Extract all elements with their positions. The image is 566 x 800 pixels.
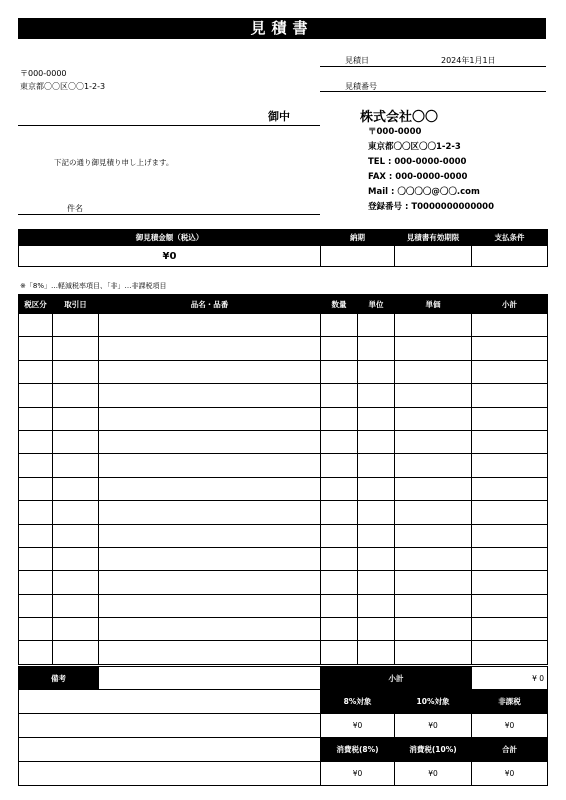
subject-label: 件名 bbox=[67, 204, 83, 213]
items-header-subtotal: 小計 bbox=[472, 295, 548, 314]
table-cell bbox=[19, 477, 53, 500]
table-row bbox=[19, 384, 548, 407]
table-cell bbox=[395, 547, 472, 570]
table-cell bbox=[53, 571, 99, 594]
table-cell bbox=[19, 384, 53, 407]
items-table bbox=[18, 294, 548, 665]
table-cell bbox=[395, 337, 472, 360]
table-cell bbox=[472, 407, 548, 430]
table-cell bbox=[53, 407, 99, 430]
table-cell bbox=[53, 454, 99, 477]
table-cell bbox=[472, 430, 548, 453]
items-header-unit-price: 単価 bbox=[395, 295, 472, 314]
table-cell bbox=[321, 314, 358, 337]
remarks-area-1 bbox=[19, 690, 321, 714]
remarks-label: 備考 bbox=[19, 667, 99, 690]
table-cell bbox=[472, 360, 548, 383]
table-cell bbox=[395, 524, 472, 547]
table-cell bbox=[321, 430, 358, 453]
table-cell bbox=[99, 618, 321, 641]
table-cell bbox=[19, 547, 53, 570]
table-cell bbox=[19, 430, 53, 453]
totals-table bbox=[18, 666, 548, 786]
subject-underline bbox=[18, 214, 320, 215]
items-header-date: 取引日 bbox=[53, 295, 99, 314]
table-cell bbox=[472, 314, 548, 337]
table-cell bbox=[358, 407, 395, 430]
table-cell bbox=[53, 384, 99, 407]
consumption-tax8-value: ¥0 bbox=[321, 762, 395, 786]
table-cell bbox=[19, 641, 53, 664]
subtotal-value: ¥ 0 bbox=[472, 667, 548, 690]
table-cell bbox=[472, 524, 548, 547]
remarks-area-2 bbox=[19, 714, 321, 738]
table-cell bbox=[321, 641, 358, 664]
recipient-honorific: 御中 bbox=[268, 110, 290, 123]
table-row bbox=[19, 337, 548, 360]
table-cell bbox=[321, 524, 358, 547]
table-cell bbox=[321, 360, 358, 383]
tax10-target-value: ¥0 bbox=[395, 714, 472, 738]
table-row bbox=[19, 618, 548, 641]
table-cell bbox=[19, 454, 53, 477]
table-row bbox=[19, 547, 548, 570]
table-cell bbox=[321, 618, 358, 641]
non-taxable-value: ¥0 bbox=[472, 714, 548, 738]
table-cell bbox=[19, 407, 53, 430]
table-cell bbox=[358, 571, 395, 594]
table-row bbox=[19, 524, 548, 547]
table-cell bbox=[472, 618, 548, 641]
table-cell bbox=[19, 571, 53, 594]
table-cell bbox=[472, 454, 548, 477]
table-cell bbox=[472, 594, 548, 617]
table-cell bbox=[358, 454, 395, 477]
grand-total-value: ¥0 bbox=[472, 762, 548, 786]
tax8-target-value: ¥0 bbox=[321, 714, 395, 738]
table-cell bbox=[358, 314, 395, 337]
table-cell bbox=[358, 618, 395, 641]
table-cell bbox=[99, 571, 321, 594]
table-cell bbox=[53, 477, 99, 500]
issuer-address: 東京都〇〇区〇〇1-2-3 bbox=[368, 142, 461, 152]
date-value: 2024年1月1日 bbox=[441, 56, 496, 65]
items-header-quantity: 数量 bbox=[321, 295, 358, 314]
table-cell bbox=[99, 477, 321, 500]
table-cell bbox=[99, 314, 321, 337]
table-cell bbox=[395, 430, 472, 453]
table-cell bbox=[19, 314, 53, 337]
table-cell bbox=[53, 594, 99, 617]
tax10-target-label: 10%対象 bbox=[395, 690, 472, 714]
summary-header-validity: 見積書有効期限 bbox=[395, 230, 472, 246]
summary-header-amount: 御見積金額（税込） bbox=[19, 230, 321, 246]
remarks-value bbox=[99, 667, 321, 690]
number-label: 見積番号 bbox=[345, 82, 377, 91]
table-cell bbox=[321, 477, 358, 500]
table-cell bbox=[358, 501, 395, 524]
table-row bbox=[19, 501, 548, 524]
table-cell bbox=[19, 524, 53, 547]
summary-header-payment: 支払条件 bbox=[472, 230, 548, 246]
table-cell bbox=[358, 430, 395, 453]
table-cell bbox=[19, 360, 53, 383]
consumption-tax10-label: 消費税(10%) bbox=[395, 738, 472, 762]
table-cell bbox=[53, 360, 99, 383]
summary-validity bbox=[395, 246, 472, 267]
table-cell bbox=[358, 594, 395, 617]
table-cell bbox=[99, 547, 321, 570]
issuer-postal: 〒000-0000 bbox=[368, 127, 422, 137]
table-cell bbox=[395, 454, 472, 477]
message: 下記の通り御見積り申し上げます。 bbox=[54, 158, 174, 167]
table-cell bbox=[99, 384, 321, 407]
table-row bbox=[19, 314, 548, 337]
table-cell bbox=[99, 407, 321, 430]
number-underline bbox=[320, 91, 546, 92]
items-header-tax-class: 税区分 bbox=[19, 295, 53, 314]
table-row bbox=[19, 641, 548, 664]
table-cell bbox=[358, 384, 395, 407]
recipient-underline bbox=[18, 125, 320, 126]
remarks-area-4 bbox=[19, 762, 321, 786]
remarks-area-3 bbox=[19, 738, 321, 762]
table-cell bbox=[358, 641, 395, 664]
table-row bbox=[19, 454, 548, 477]
table-cell bbox=[99, 524, 321, 547]
table-cell bbox=[321, 454, 358, 477]
table-cell bbox=[472, 641, 548, 664]
table-cell bbox=[99, 501, 321, 524]
subtotal-label: 小計 bbox=[321, 667, 472, 690]
table-cell bbox=[53, 430, 99, 453]
tax-note: ※「8%」…軽減税率項目、「非」…非課税項目 bbox=[20, 282, 167, 290]
table-cell bbox=[358, 524, 395, 547]
table-cell bbox=[395, 641, 472, 664]
table-cell bbox=[395, 501, 472, 524]
table-cell bbox=[99, 337, 321, 360]
table-cell bbox=[19, 618, 53, 641]
table-cell bbox=[99, 641, 321, 664]
table-cell bbox=[395, 618, 472, 641]
consumption-tax8-label: 消費税(8%) bbox=[321, 738, 395, 762]
table-cell bbox=[472, 571, 548, 594]
table-cell bbox=[99, 430, 321, 453]
issuer-mail: Mail : 〇〇〇〇@〇〇.com bbox=[368, 187, 480, 197]
consumption-tax10-value: ¥0 bbox=[395, 762, 472, 786]
table-cell bbox=[53, 524, 99, 547]
table-row bbox=[19, 407, 548, 430]
table-cell bbox=[19, 501, 53, 524]
table-cell bbox=[395, 571, 472, 594]
tax8-target-label: 8%対象 bbox=[321, 690, 395, 714]
table-cell bbox=[358, 547, 395, 570]
summary-delivery bbox=[321, 246, 395, 267]
table-cell bbox=[395, 594, 472, 617]
table-cell bbox=[321, 337, 358, 360]
table-cell bbox=[321, 384, 358, 407]
table-cell bbox=[53, 501, 99, 524]
table-cell bbox=[53, 641, 99, 664]
table-cell bbox=[395, 407, 472, 430]
issuer-tel: TEL : 000-0000-0000 bbox=[368, 157, 467, 167]
table-cell bbox=[53, 618, 99, 641]
summary-table bbox=[18, 229, 548, 267]
date-label: 見積日 bbox=[345, 56, 369, 65]
table-cell bbox=[358, 477, 395, 500]
recipient-postal: 〒000-0000 bbox=[20, 69, 67, 78]
table-cell bbox=[472, 337, 548, 360]
table-cell bbox=[99, 360, 321, 383]
table-cell bbox=[395, 314, 472, 337]
table-cell bbox=[321, 501, 358, 524]
table-row bbox=[19, 360, 548, 383]
table-row bbox=[19, 571, 548, 594]
items-header-unit: 単位 bbox=[358, 295, 395, 314]
table-cell bbox=[472, 501, 548, 524]
table-row bbox=[19, 477, 548, 500]
table-cell bbox=[472, 477, 548, 500]
issuer-info bbox=[368, 125, 494, 215]
table-cell bbox=[321, 594, 358, 617]
summary-payment bbox=[472, 246, 548, 267]
table-cell bbox=[53, 314, 99, 337]
table-cell bbox=[53, 547, 99, 570]
grand-total-label: 合計 bbox=[472, 738, 548, 762]
date-underline bbox=[320, 66, 546, 67]
non-taxable-label: 非課税 bbox=[472, 690, 548, 714]
table-cell bbox=[321, 407, 358, 430]
table-cell bbox=[99, 594, 321, 617]
table-cell bbox=[358, 337, 395, 360]
table-cell bbox=[321, 547, 358, 570]
recipient-address: 東京都〇〇区〇〇1-2-3 bbox=[20, 82, 106, 91]
items-header-product: 品名・品番 bbox=[99, 295, 321, 314]
issuer-company: 株式会社〇〇 bbox=[360, 110, 439, 125]
document-title: 見積書 bbox=[18, 18, 546, 39]
summary-header-delivery: 納期 bbox=[321, 230, 395, 246]
table-cell bbox=[19, 594, 53, 617]
table-cell bbox=[358, 360, 395, 383]
table-cell bbox=[19, 337, 53, 360]
items-body bbox=[19, 314, 548, 665]
table-cell bbox=[53, 337, 99, 360]
table-cell bbox=[321, 571, 358, 594]
table-cell bbox=[472, 384, 548, 407]
issuer-reg: 登録番号 : T0000000000000 bbox=[368, 202, 495, 212]
table-row bbox=[19, 594, 548, 617]
summary-amount: ¥0 bbox=[19, 246, 321, 267]
table-cell bbox=[472, 547, 548, 570]
issuer-fax: FAX : 000-0000-0000 bbox=[368, 172, 468, 182]
table-row bbox=[19, 430, 548, 453]
table-cell bbox=[395, 360, 472, 383]
table-cell bbox=[99, 454, 321, 477]
table-cell bbox=[395, 384, 472, 407]
table-cell bbox=[395, 477, 472, 500]
